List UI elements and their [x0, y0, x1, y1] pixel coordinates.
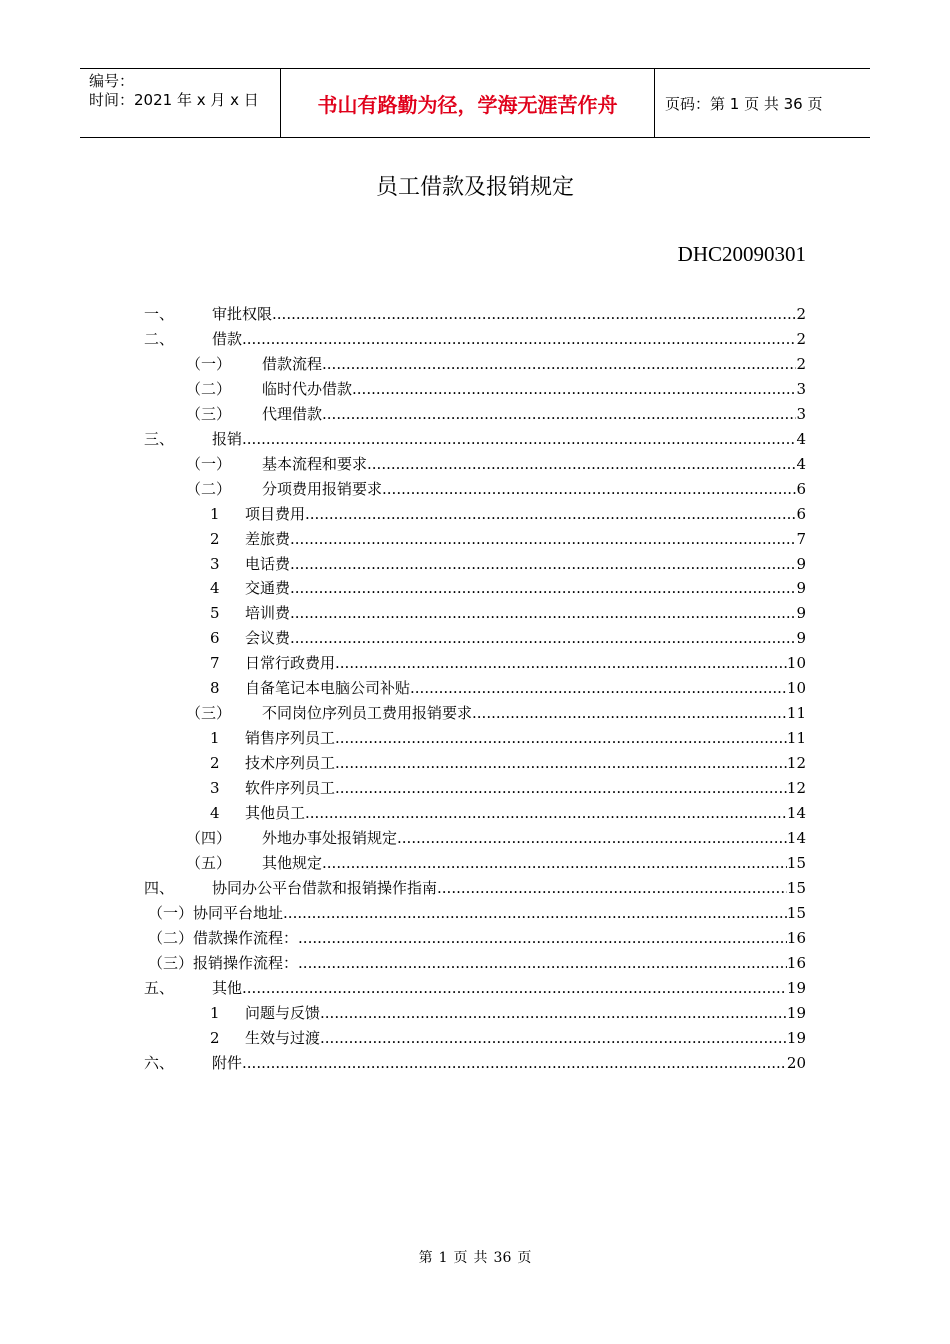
header-motto: 书山有路勤为径，学海无涯苦作舟	[281, 69, 655, 137]
toc-number: 三、	[144, 429, 175, 448]
toc-label: 外地办事处报销规定	[262, 828, 398, 847]
toc-number: 六、	[144, 1053, 175, 1072]
toc-entry[interactable]	[210, 1001, 806, 1026]
toc-page-number: 3	[796, 404, 806, 423]
toc-leader-dots	[298, 951, 787, 976]
toc-number: 一、	[144, 305, 175, 323]
toc-number: 1	[210, 504, 220, 523]
toc-entry[interactable]	[186, 826, 806, 851]
toc-leader-dots	[410, 676, 787, 701]
header-page-info: 页码：第 1 页 共 36 页	[665, 94, 823, 113]
toc-label: 审批权限	[212, 305, 273, 323]
toc-entry[interactable]	[210, 527, 806, 552]
footer-total: 36	[493, 1250, 512, 1266]
toc-leader-dots	[397, 826, 787, 851]
toc-page-number: 10	[786, 679, 806, 698]
toc-page-number: 12	[786, 754, 806, 773]
toc-page-number: 12	[786, 779, 806, 798]
toc-leader-dots	[290, 626, 796, 651]
footer-ye: 页	[453, 1250, 468, 1266]
toc-label: 项目费用	[245, 504, 306, 523]
toc-page-number: 3	[796, 379, 806, 398]
toc-label: 借款操作流程：	[193, 928, 299, 947]
toc-number: （三）	[186, 404, 232, 423]
toc-number: （三）	[148, 953, 194, 972]
toc-leader-dots	[290, 527, 796, 552]
toc-leader-dots	[472, 701, 787, 726]
toc-leader-dots	[335, 726, 787, 751]
toc-number: （二）	[148, 928, 194, 947]
toc-label: 借款	[212, 329, 243, 348]
toc-entry[interactable]	[144, 1051, 806, 1076]
toc-page-number: 19	[786, 1028, 806, 1047]
toc-label: 问题与反馈	[245, 1003, 321, 1022]
toc-label: 日常行政费用	[245, 654, 336, 673]
toc-page-number: 9	[796, 629, 806, 648]
toc-label: 销售序列员工	[245, 729, 336, 748]
toc-leader-dots	[437, 876, 787, 901]
document-title: 员工借款及报销规定	[375, 175, 574, 200]
toc-number: 2	[210, 1028, 220, 1047]
toc-page-number: 9	[796, 604, 806, 623]
toc-entry[interactable]	[186, 402, 806, 427]
toc-page-number: 4	[796, 454, 806, 473]
toc-label: 分项费用报销要求	[262, 479, 383, 498]
toc-entry[interactable]	[148, 951, 806, 976]
toc-label: 技术序列员工	[245, 754, 336, 773]
toc-entry[interactable]	[186, 851, 806, 876]
toc-entry[interactable]	[210, 676, 806, 701]
toc-page-number: 14	[786, 804, 806, 822]
toc-label: 其他规定	[262, 853, 323, 872]
toc-label: 报销操作流程：	[193, 953, 299, 972]
toc-leader-dots	[290, 601, 796, 626]
toc-entry[interactable]	[148, 926, 806, 951]
toc-leader-dots	[242, 1051, 787, 1076]
toc-page-number: 15	[786, 903, 806, 922]
toc-number: 二、	[144, 329, 175, 348]
toc-page-number: 7	[796, 529, 806, 548]
toc-leader-dots	[322, 352, 796, 377]
toc-entry[interactable]	[210, 576, 806, 601]
toc-number: 2	[210, 754, 220, 773]
toc-page-number: 14	[786, 828, 806, 847]
toc-page-number: 11	[786, 729, 806, 748]
toc-leader-dots	[320, 1001, 787, 1026]
toc-number: 1	[210, 729, 220, 748]
toc-leader-dots	[352, 377, 796, 402]
toc-entry[interactable]	[186, 701, 806, 726]
toc-number: （二）	[186, 479, 232, 498]
toc-leader-dots	[298, 926, 787, 951]
document-number: DHC20090301	[677, 242, 806, 266]
toc-entry[interactable]	[210, 552, 806, 577]
toc-label: 自备笔记本电脑公司补贴	[245, 679, 411, 698]
footer-page: 1	[438, 1250, 448, 1266]
toc-number: 4	[210, 804, 220, 822]
toc-entry[interactable]	[144, 427, 806, 452]
toc-label: 其他员工	[245, 804, 306, 822]
toc-leader-dots	[290, 576, 796, 601]
toc-leader-dots	[335, 651, 787, 676]
toc-label: 代理借款	[262, 404, 323, 423]
toc-page-number: 15	[786, 853, 806, 872]
toc-page-number: 19	[786, 1003, 806, 1022]
toc-entry[interactable]	[144, 876, 806, 901]
toc-page-number: 16	[786, 928, 806, 947]
toc-leader-dots	[322, 851, 787, 876]
toc-number: 五、	[144, 978, 175, 997]
toc-entry[interactable]	[144, 327, 806, 352]
toc-label: 交通费	[245, 579, 291, 598]
toc-number: 8	[210, 679, 220, 698]
toc-leader-dots	[367, 452, 796, 477]
toc-number: 1	[210, 1003, 220, 1022]
toc-label: 报销	[212, 429, 243, 448]
toc-page-number: 11	[786, 704, 806, 723]
toc-entry[interactable]	[210, 1026, 806, 1051]
toc-entry[interactable]	[210, 502, 806, 527]
toc-number: 2	[210, 529, 220, 548]
toc-number: （一）	[186, 454, 232, 473]
toc-entry[interactable]	[148, 901, 806, 926]
toc-label: 培训费	[245, 604, 291, 623]
toc-leader-dots	[305, 801, 787, 826]
toc-label: 不同岗位序列员工费用报销要求	[262, 704, 473, 723]
toc-label: 会议费	[245, 629, 291, 648]
code-label: 编号：	[89, 72, 135, 90]
toc-leader-dots	[290, 552, 796, 577]
toc-label: 生效与过渡	[245, 1028, 321, 1047]
toc-leader-dots	[283, 901, 787, 926]
toc-leader-dots	[272, 302, 796, 327]
toc-number: 6	[210, 629, 220, 648]
toc-entry[interactable]	[210, 601, 806, 626]
toc-number: 7	[210, 654, 220, 673]
toc-number: （四）	[186, 828, 232, 847]
toc-label: 借款流程	[262, 354, 323, 373]
toc-page-number: 9	[796, 579, 806, 598]
toc-page-number: 9	[796, 554, 806, 573]
toc-leader-dots	[335, 776, 787, 801]
toc-number: 3	[210, 554, 220, 573]
footer-gong: 共	[473, 1250, 488, 1266]
toc-entry[interactable]	[144, 976, 806, 1001]
toc-page-number: 2	[796, 354, 806, 373]
time-label: 时间：2021 年 x 月 x 日	[89, 91, 259, 109]
toc-page-number: 10	[786, 654, 806, 673]
toc-leader-dots	[382, 477, 796, 502]
toc-number: （三）	[186, 704, 232, 723]
toc-label: 协同办公平台借款和报销操作指南	[212, 878, 438, 897]
toc-entry[interactable]	[210, 751, 806, 776]
toc-page-number: 6	[796, 479, 806, 498]
toc-page-number: 4	[796, 429, 806, 448]
toc-leader-dots	[320, 1026, 787, 1051]
toc-entry[interactable]	[210, 776, 806, 801]
toc-entry[interactable]	[210, 626, 806, 651]
toc-number: （五）	[186, 853, 232, 872]
footer-ye2: 页	[517, 1250, 532, 1266]
toc-number: （一）	[186, 354, 232, 373]
toc-page-number: 15	[786, 878, 806, 897]
toc-entry[interactable]	[210, 801, 806, 826]
toc-number: （二）	[186, 379, 232, 398]
toc-label: 基本流程和要求	[262, 454, 368, 473]
toc-leader-dots	[242, 976, 787, 1001]
toc-leader-dots	[305, 502, 796, 527]
footer-di: 第	[418, 1250, 433, 1266]
toc-entry[interactable]	[186, 477, 806, 502]
toc-label: 差旅费	[245, 529, 291, 548]
toc-number: 四、	[144, 878, 175, 897]
toc-label: 附件	[212, 1053, 243, 1072]
toc-label: 电话费	[245, 554, 291, 573]
toc-page-number: 2	[796, 305, 806, 323]
toc-label: 协同平台地址	[193, 903, 284, 922]
toc-leader-dots	[335, 751, 787, 776]
toc-entry[interactable]	[210, 651, 806, 676]
toc-label: 临时代办借款	[262, 379, 353, 398]
toc-entry[interactable]	[186, 377, 806, 402]
toc-page-number: 2	[796, 329, 806, 348]
toc-page-number: 19	[786, 978, 806, 997]
toc-number: （一）	[148, 903, 194, 922]
toc-number: 4	[210, 579, 220, 598]
toc-entry[interactable]	[144, 302, 806, 327]
toc-leader-dots	[322, 402, 796, 427]
toc-leader-dots	[242, 427, 796, 452]
toc-entry[interactable]	[186, 352, 806, 377]
toc-page-number: 16	[786, 953, 806, 972]
header-meta	[80, 69, 281, 137]
toc-entry[interactable]	[186, 452, 806, 477]
page-header	[80, 68, 870, 138]
page-footer	[0, 1247, 950, 1267]
toc-leader-dots	[242, 327, 796, 352]
toc-label: 其他	[212, 978, 243, 997]
toc-label: 软件序列员工	[245, 779, 336, 798]
toc-number: 5	[210, 604, 220, 623]
toc-page-number: 20	[786, 1053, 806, 1072]
toc-number: 3	[210, 779, 220, 798]
toc-page-number: 6	[796, 504, 806, 523]
toc-entry[interactable]	[210, 726, 806, 751]
